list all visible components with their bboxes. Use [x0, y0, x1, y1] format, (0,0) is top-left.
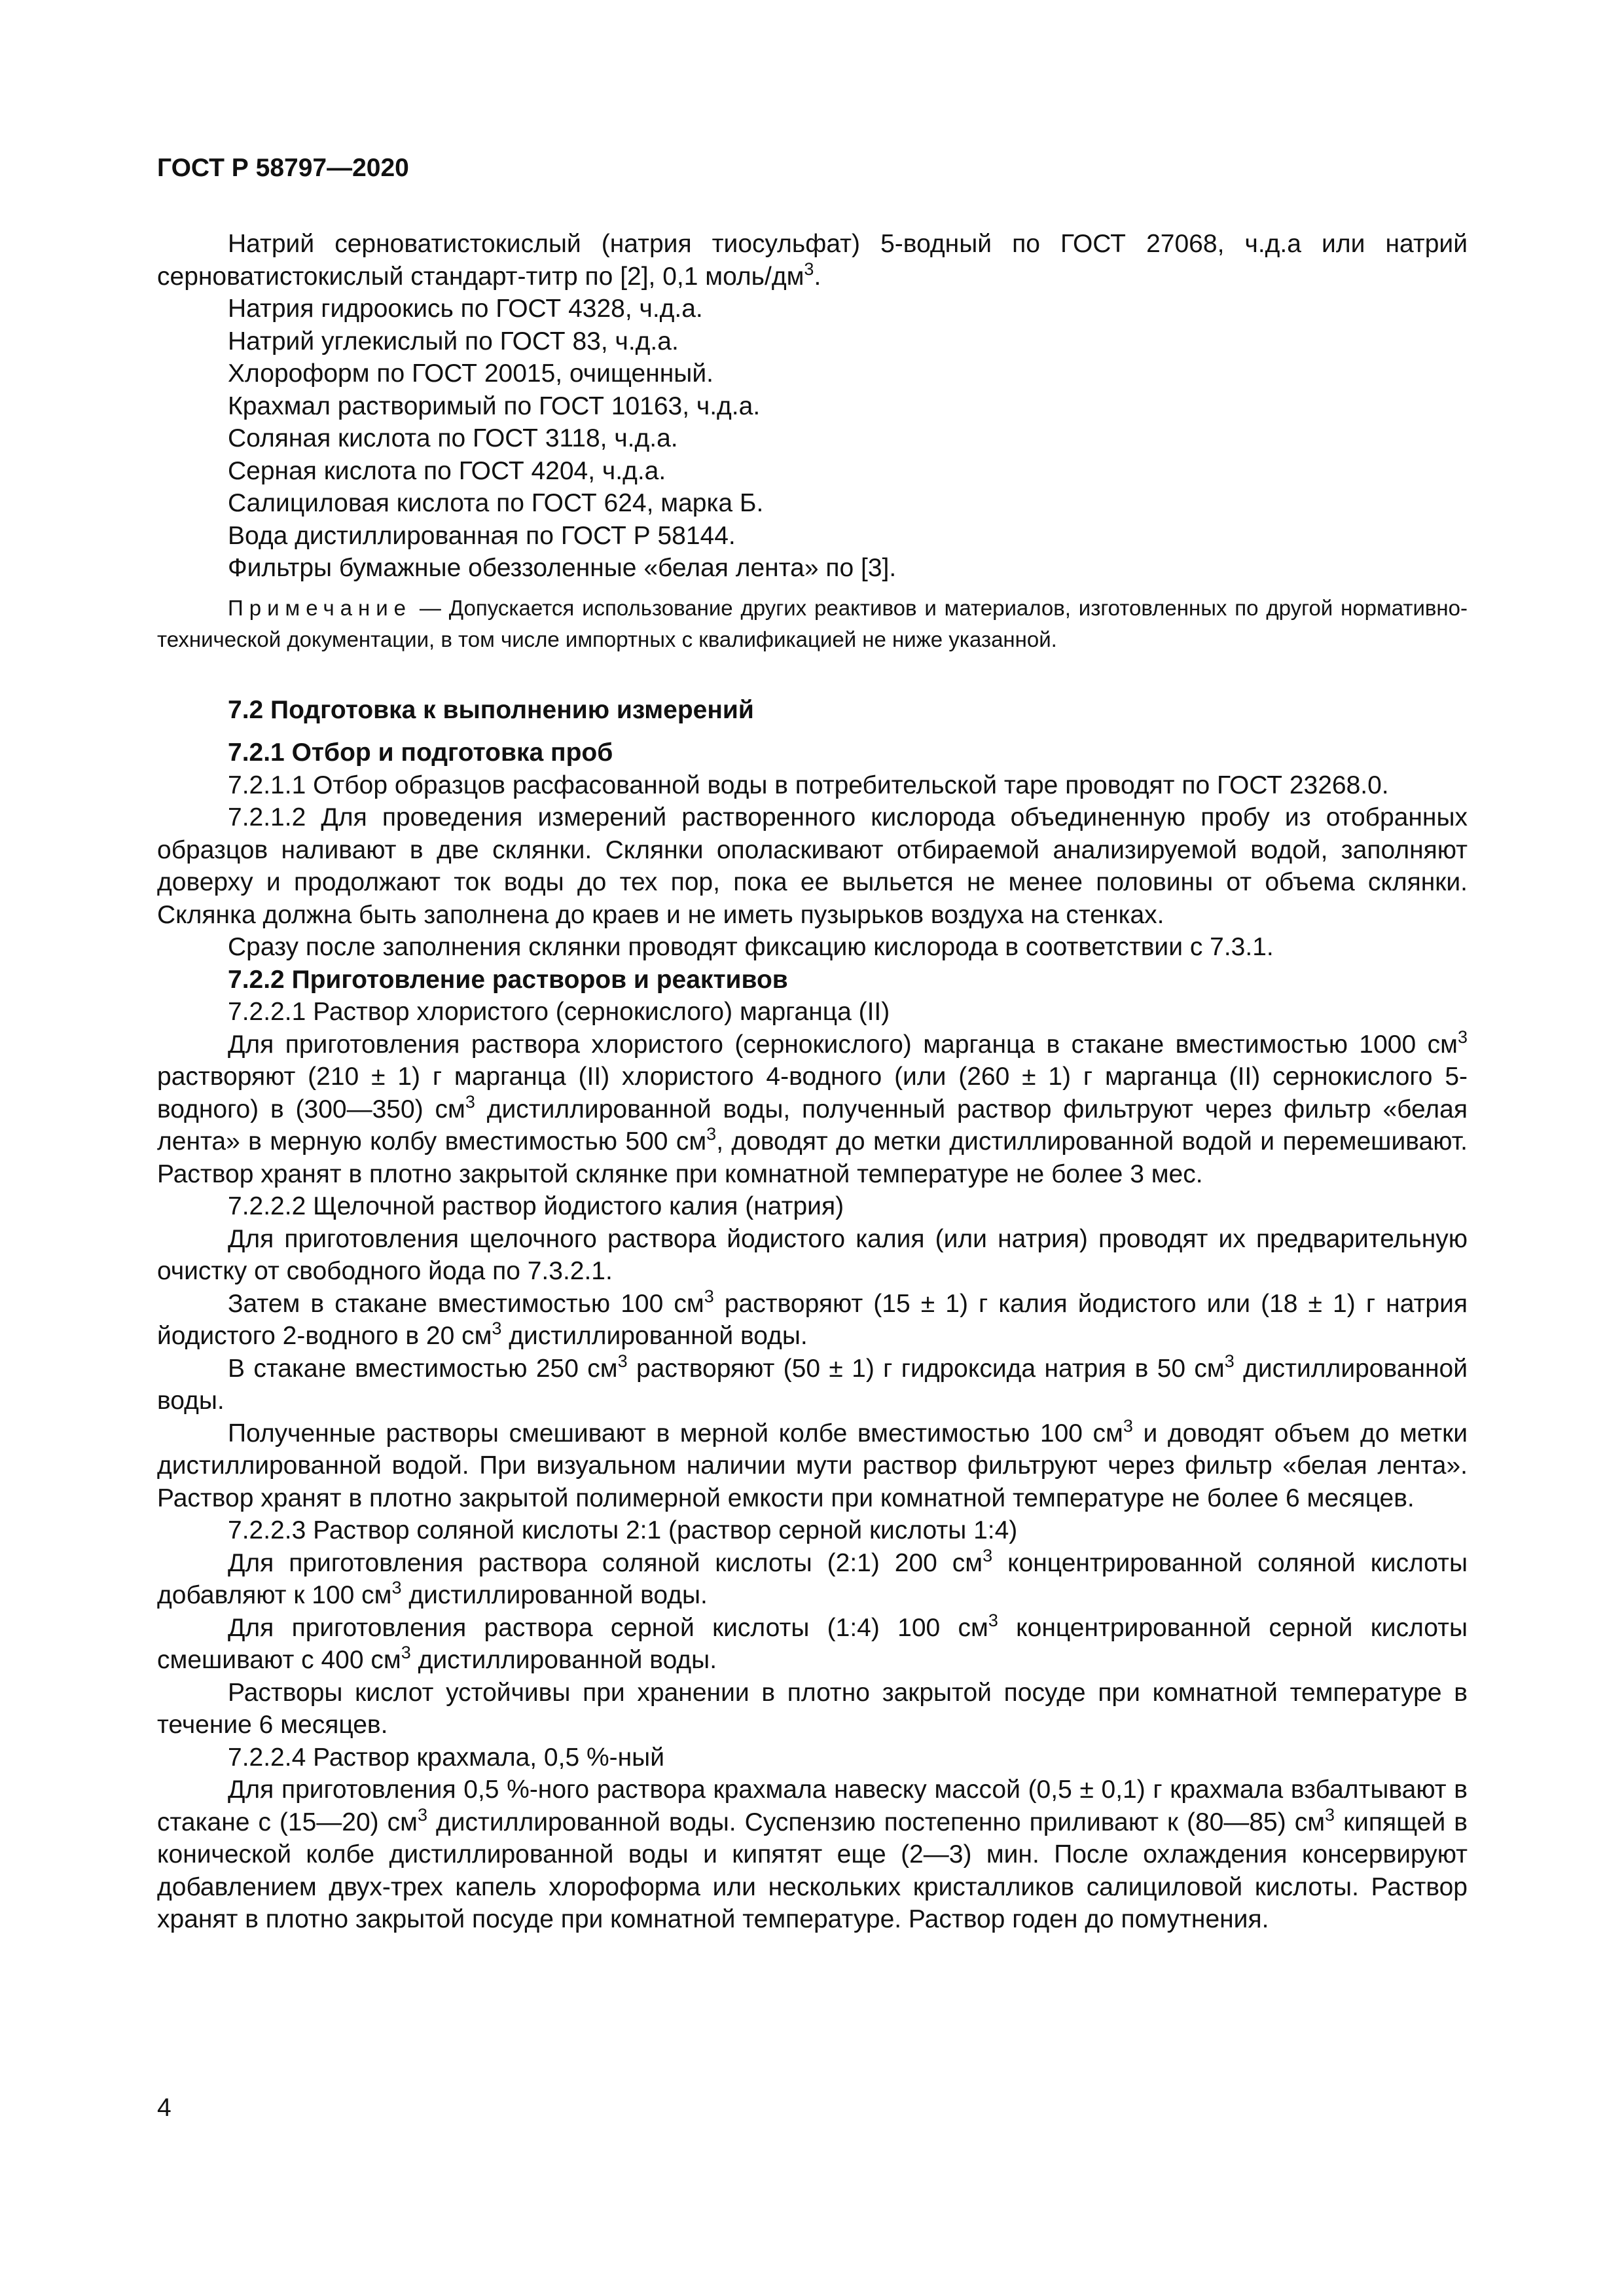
- section-heading-7-2: 7.2 Подготовка к выполнению измерений: [228, 695, 754, 724]
- reagent-item: Натрия гидроокись по ГОСТ 4328, ч.д.а.: [228, 295, 703, 323]
- note-label: Примечание: [228, 595, 412, 620]
- paragraph-7-2-2-1-title: 7.2.2.1 Раствор хлористого (сернокислого) марганца (II): [228, 998, 890, 1026]
- paragraph-iodide-dissolve: Затем в стакане вместимостью 100 $см^3$ растворяют (15 ± 1) г калия йодистого или (18 ± 1) г натрия йодистого 2-водного в 20 $см^3$ дистиллированной воды.: [157, 1286, 1468, 1350]
- note-paragraph: [157, 592, 1468, 655]
- reagent-item: Вода дистиллированная по ГОСТ Р 58144.: [228, 521, 736, 550]
- paragraph-iodide-purification: Для приготовления щелочного раствора йодистого калия (или натрия) проводят их предварительную очистку от свободного йода по 7.3.2.1.: [157, 1224, 1468, 1285]
- paragraph-7-2-1-2: 7.2.1.2 Для проведения измерений растворенного кислорода объединенную пробу из отобранных образцов наливают в две склянки. Склянки ополаскивают отбираемой анализируемой водой, заполняют доверху и продолжают ток воды до тех пор, пока ее выльется не менее половины от объема склянки. Склянка должна быть заполнена до краев и не иметь пузырьков воздуха на стенках.: [157, 803, 1468, 929]
- reagent-thiosulfate: Натрий серноватистокислый (натрия тиосульфат) 5-водный по ГОСТ 27068, ч.д.а или натрий серноватистокислый стандарт-титр по [2], 0,1 моль/$дм^3$.: [157, 230, 1468, 291]
- paragraph-7-2-2-2-title: 7.2.2.2 Щелочной раствор йодистого калия (натрия): [228, 1192, 844, 1220]
- subsection-heading-7-2-1: 7.2.1 Отбор и подготовка проб: [228, 738, 613, 767]
- paragraph-sulfuric-acid: Для приготовления раствора серной кислоты (1:4) 100 $см^3$ концентрированной серной кислоты смешивают с 400 $см^3$ дистиллированной воды.: [157, 1610, 1468, 1674]
- paragraph-7-2-2-4-title: 7.2.2.4 Раствор крахмала, 0,5 %-ный: [228, 1743, 664, 1772]
- reagent-item: Соляная кислота по ГОСТ 3118, ч.д.а.: [228, 424, 678, 452]
- reagent-item: Крахмал растворимый по ГОСТ 10163, ч.д.а.: [228, 392, 761, 420]
- document-code-header: ГОСТ Р 58797—2020: [157, 154, 409, 182]
- reagent-item: Серная кислота по ГОСТ 4204, ч.д.а.: [228, 456, 666, 485]
- paragraph-hydrochloric-acid: Для приготовления раствора соляной кислоты (2:1) 200 $см^3$ концентрированной соляной кислоты добавляют к 100 $см^3$ дистиллированной воды.: [157, 1545, 1468, 1609]
- reagent-item: Фильтры бумажные обеззоленные «белая лента» по [3].: [228, 554, 897, 582]
- note-text: — Допускается использование других реактивов и материалов, изготовленных по другой нормативно-технической документации, в том числе импортных с квалификацией не ниже указанной.: [157, 595, 1468, 651]
- paragraph-fixation: Сразу после заполнения склянки проводят фиксацию кислорода в соответствии с 7.3.1.: [228, 933, 1274, 961]
- subsection-heading-7-2-2: 7.2.2 Приготовление растворов и реактивов: [228, 965, 788, 994]
- paragraph-7-2-2-3-title: 7.2.2.3 Раствор соляной кислоты 2:1 (раствор серной кислоты 1:4): [228, 1516, 1018, 1544]
- reagent-item: Салициловая кислота по ГОСТ 624, марка Б.: [228, 489, 764, 517]
- page-number: 4: [157, 2094, 171, 2122]
- reagent-item: Хлороформ по ГОСТ 20015, очищенный.: [228, 359, 713, 388]
- paragraph-acid-stability: Растворы кислот устойчивы при хранении в плотно закрытой посуде при комнатной температуре в течение 6 месяцев.: [157, 1678, 1468, 1739]
- paragraph-sodium-hydroxide: В стакане вместимостью 250 $см^3$ растворяют (50 ± 1) г гидроксида натрия в 50 $см^3$ дистиллированной воды.: [157, 1351, 1468, 1415]
- paragraph-starch: Для приготовления 0,5 %-ного раствора крахмала навеску массой (0,5 ± 0,1) г крахмала взбалтывают в стакане с (15—20) $см^3$ дистиллированной воды. Суспензию постепенно приливают к (80—85) $см^3$ кипящей в конической колбе дистиллированной воды и кипятят еще (2—3) мин. После охлаждения консервируют добавлением двух-трех капель хлороформа или нескольких кристалликов салициловой кислоты. Раствор хранят в плотно закрытой посуде при комнатной температуре. Раствор годен до помутнения.: [157, 1776, 1468, 1933]
- reagent-item: Натрий углекислый по ГОСТ 83, ч.д.а.: [228, 327, 679, 355]
- page-content: [157, 228, 1468, 1936]
- paragraph-manganese: Для приготовления раствора хлористого (сернокислого) марганца в стакане вместимостью 1000 $см^3$ растворяют (210 ± 1) г марганца (II) хлористого 4-водного (или (260 ± 1) г марганца (II) сернокислого 5-водного) в (300—350) $см^3$ дистиллированной воды, полученный раствор фильтруют через фильтр «белая лента» в мерную колбу вместимостью 500 $см^3$, доводят до метки дистиллированной водой и перемешивают. Раствор хранят в плотно закрытой склянке при комнатной температуре не более 3 мес.: [157, 1027, 1468, 1188]
- paragraph-mixing: Полученные растворы смешивают в мерной колбе вместимостью 100 $см^3$ и доводят объем до метки дистиллированной водой. При визуальном наличии мути раствор фильтруют через фильтр «белая лента». Раствор хранят в плотно закрытой полимерной емкости при комнатной температуре не более 6 месяцев.: [157, 1415, 1468, 1512]
- paragraph-7-2-1-1: 7.2.1.1 Отбор образцов расфасованной воды в потребительской таре проводят по ГОСТ 23268.0.: [228, 771, 1389, 799]
